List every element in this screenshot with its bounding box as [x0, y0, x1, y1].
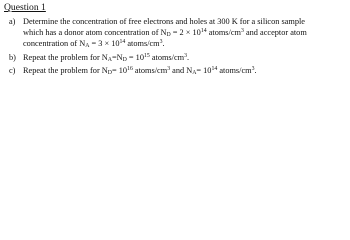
part-c-label: c) — [9, 66, 16, 75]
part-a-text-2-mid: = 2 × 10 — [170, 28, 201, 37]
part-a-line-2 — [23, 28, 307, 38]
acceptor-exponent: 14 — [119, 39, 126, 46]
part-c-text-pre: Repeat the problem for N — [23, 66, 108, 75]
unit-exponent: 3 — [251, 66, 255, 73]
part-a-line-1 — [9, 17, 305, 27]
part-c-unit-1: atoms/cm — [132, 66, 168, 75]
concentration-exponent: 15 — [143, 53, 150, 60]
part-b-unit: atoms/cm — [149, 53, 185, 62]
acceptor-subscript: A — [192, 70, 197, 77]
donor-subscript: D — [166, 32, 171, 39]
part-c-unit-2: atoms/cm — [217, 66, 252, 75]
part-b-text-mid: = 10 — [126, 53, 144, 62]
part-c-and: and N — [170, 66, 193, 75]
donor-exponent: 16 — [127, 66, 133, 73]
donor-exponent: 14 — [200, 28, 207, 35]
part-a-text-2-post: and acceptor atom — [243, 28, 307, 37]
part-b-label: b) — [9, 53, 16, 62]
donor-subscript: D — [107, 70, 112, 77]
part-a-text-1: Determine the concentration of free electrons and holes at 300 K for a silicon sample — [23, 17, 305, 26]
question-title: Question 1 — [4, 2, 46, 13]
part-c-text-mid-2: = 10 — [196, 66, 212, 75]
part-a-text-3-mid: = 3 × 10 — [89, 39, 120, 48]
part-a-text-3-post: . — [162, 39, 165, 48]
part-c-text-mid: = 10 — [111, 66, 128, 75]
part-b-text-pre: Repeat the problem for N — [23, 53, 108, 62]
part-a-label: a) — [9, 17, 16, 26]
donor-subscript: D — [122, 57, 127, 64]
acceptor-exponent: 14 — [211, 66, 218, 73]
part-b-text-post: . — [187, 53, 190, 62]
unit-exponent: 3 — [240, 28, 244, 35]
acceptor-subscript: A — [85, 43, 90, 50]
part-c-line — [9, 66, 257, 76]
part-a-text-2-pre: which has a donor atom concentration of N — [23, 28, 167, 37]
unit-exponent: 3 — [167, 66, 171, 73]
part-b-equals: =N — [111, 53, 123, 62]
part-a-text-3-unit: atoms/cm — [125, 39, 160, 48]
part-a-line-3 — [23, 39, 165, 49]
part-b-line — [9, 53, 189, 63]
unit-exponent: 3 — [159, 39, 163, 46]
part-a-text-2-unit: atoms/cm — [206, 28, 241, 37]
acceptor-subscript: A — [107, 57, 112, 64]
unit-exponent: 3 — [184, 53, 188, 60]
part-c-text-post: . — [254, 66, 257, 75]
question-page — [0, 0, 350, 83]
part-a-text-3-pre: concentration of N — [23, 39, 86, 48]
